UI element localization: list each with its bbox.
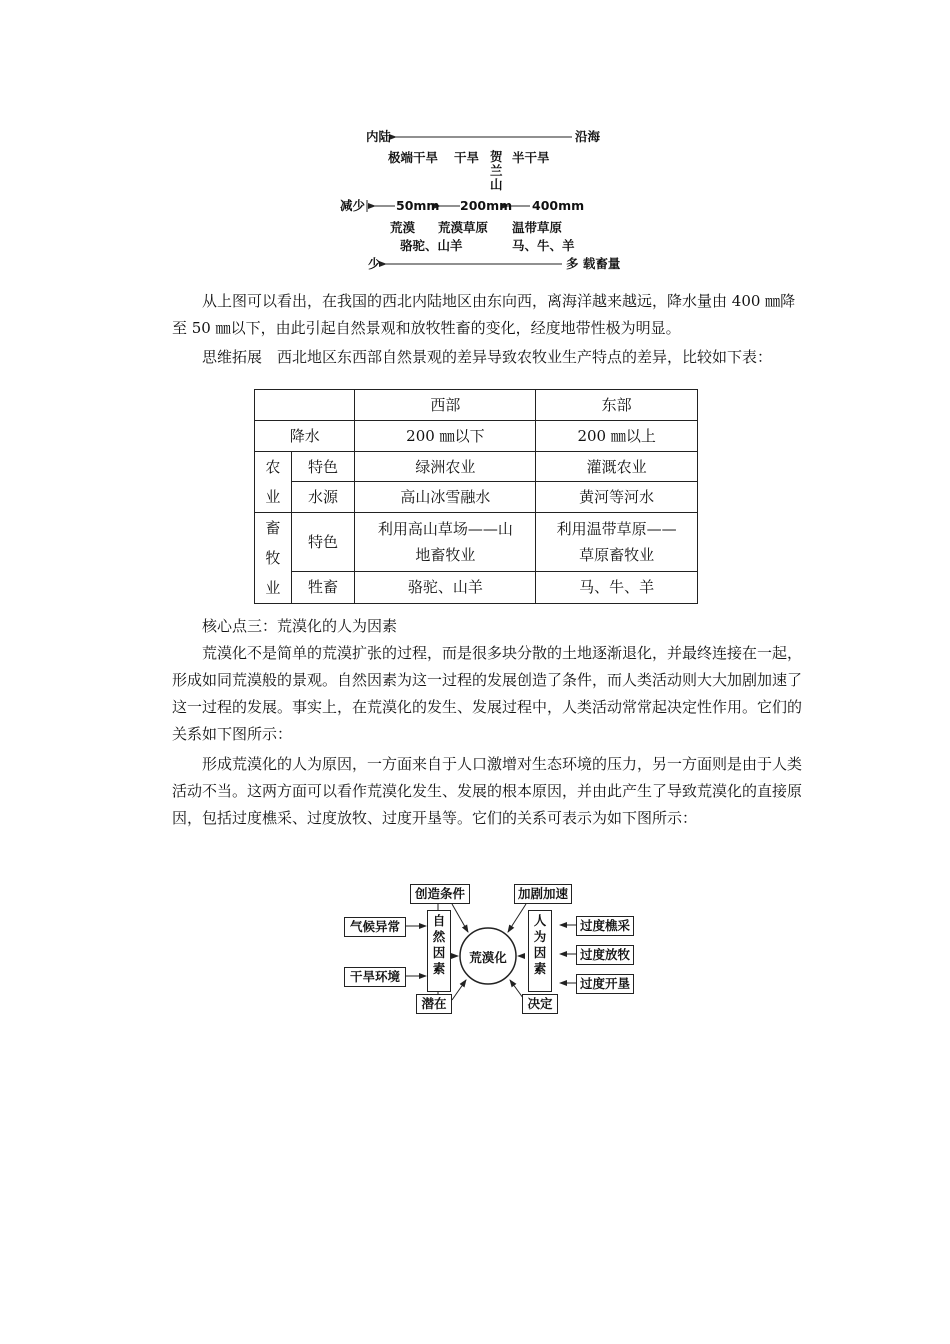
paragraph-4 (172, 751, 802, 832)
agri-char-1: 农 (265, 458, 281, 476)
rain-west: 200 ㎜以下 (355, 421, 536, 452)
natural-char-2: 然 (432, 929, 446, 944)
paragraph-3-text: 荒漠化不是简单的荒漠扩张的过程，而是很多块分散的土地逐渐退化，并最终连接在一起，形成如同荒漠般的景观。自然因素为这一过程的发展创造了条件，而人类活动则大大加剧加速了这一过程的发展。事实上，在荒漠化的发生、发展过程中，人类活动常常起决定性作用。它们的关系如下图所示： (172, 644, 803, 743)
paragraph-3 (172, 640, 802, 748)
table-row (255, 452, 698, 482)
box-climate-anomaly: 气候异常 (344, 917, 406, 937)
box-accelerate: 加剧加速 (514, 884, 572, 904)
herd-feature-west-line-1: 利用高山草场——山 (377, 519, 513, 538)
label-extreme-arid: 极端干旱 (388, 150, 439, 165)
label-coast: 沿海 (575, 129, 601, 144)
herd-animal-east: 马、牛、羊 (536, 571, 698, 603)
table-row (255, 571, 698, 603)
label-decrease: 减少 (340, 198, 366, 213)
desertification-factors-diagram (340, 880, 640, 1020)
herd-animal-label: 牲畜 (291, 571, 355, 603)
box-human-factors (528, 910, 552, 992)
label-livestock-west: 骆驼、山羊 (400, 238, 463, 253)
label-livestock-east: 马、牛、羊 (512, 238, 575, 253)
row-agriculture-label (255, 452, 292, 513)
herd-animal-west: 骆驼、山羊 (355, 571, 536, 603)
paragraph-1-text: 从上图可以看出，在我国的西北内陆地区由东向西，离海洋越来越远，降水量由 400 ㎜降至 50 ㎜以下，由此引起自然景观和放牧牲畜的变化，经度地带性极为明显。 (172, 292, 796, 337)
box-natural-factors (427, 910, 451, 992)
table-row (255, 421, 698, 452)
label-helan-3: 山 (490, 177, 503, 192)
label-carrying-capacity: 多 载畜量 (566, 256, 621, 271)
agri-feature-east: 灌溉农业 (536, 452, 698, 482)
human-char-2: 为 (533, 929, 547, 944)
table-header-row (255, 390, 698, 421)
agri-char-2: 业 (265, 488, 281, 506)
label-rain-400: 400mm (532, 198, 585, 213)
herd-feature-west (355, 513, 536, 572)
heading-core-point-3: 核心点三：荒漠化的人为因素 (202, 617, 398, 635)
human-char-1: 人 (533, 913, 547, 928)
row-rain-label: 降水 (255, 421, 355, 452)
table-corner-cell (255, 390, 355, 421)
natural-char-1: 自 (432, 913, 446, 928)
paragraph-1 (172, 288, 802, 342)
agri-feature-label: 特色 (291, 452, 355, 482)
center-desertification: 荒漠化 (469, 950, 507, 965)
box-potential: 潜在 (416, 994, 452, 1014)
herd-char-2: 牧 (265, 549, 281, 567)
paragraph-2 (172, 344, 802, 371)
herd-feature-east-line-1: 利用温带草原—— (556, 519, 677, 538)
natural-char-3: 因 (432, 945, 446, 960)
paragraph-2-text: 思维拓展 西北地区东西部自然景观的差异导致农牧业生产特点的差异，比较如下表： (202, 348, 773, 366)
herd-feature-east-line-2: 草原畜牧业 (579, 545, 655, 564)
box-over-reclaim: 过度开垦 (576, 974, 634, 994)
box-arid-environment: 干旱环境 (344, 967, 406, 987)
herd-feature-label: 特色 (291, 513, 355, 572)
agri-water-label: 水源 (291, 482, 355, 513)
label-desert: 荒漠 (390, 220, 416, 235)
row-husbandry-label (255, 513, 292, 604)
human-char-4: 素 (533, 961, 547, 976)
label-temperate-steppe: 温带草原 (512, 220, 563, 235)
box-create-conditions: 创造条件 (410, 884, 470, 904)
box-over-grazing: 过度放牧 (576, 945, 634, 965)
herd-feature-east (536, 513, 698, 572)
label-rain-200: 200mm (460, 198, 513, 213)
paragraph-4-text: 形成荒漠化的人为原因，一方面来自于人口激增对生态环境的压力，另一方面则是由于人类活动不当。这两方面可以看作荒漠化发生、发展的根本原因，并由此产生了导致荒漠化的直接原因，包括过度樵采、过度放牧、过度开垦等。它们的关系可表示为如下图所示： (172, 755, 803, 827)
natural-char-4: 素 (432, 961, 446, 976)
box-decisive: 决定 (522, 994, 558, 1014)
longitudinal-zonation-figure (340, 120, 640, 280)
label-arid: 干旱 (454, 150, 480, 165)
herd-char-3: 业 (265, 579, 281, 597)
label-semi-arid: 半干旱 (512, 150, 550, 165)
table-row (255, 482, 698, 513)
label-rain-50: 50mm (396, 198, 440, 213)
label-few: 少 (368, 256, 381, 271)
herd-feature-west-line-2: 地畜牧业 (415, 545, 476, 564)
agri-feature-west: 绿洲农业 (355, 452, 536, 482)
label-helan-1: 贺 (490, 149, 503, 164)
box-over-cutting: 过度樵采 (576, 916, 634, 936)
agri-water-east: 黄河等河水 (536, 482, 698, 513)
human-char-3: 因 (533, 945, 547, 960)
herd-char-1: 畜 (265, 519, 281, 537)
rain-east: 200 ㎜以上 (536, 421, 698, 452)
header-east: 东部 (536, 390, 698, 421)
label-desert-steppe: 荒漠草原 (438, 220, 489, 235)
table-row (255, 513, 698, 572)
header-west: 西部 (355, 390, 536, 421)
section-heading (172, 613, 802, 640)
agri-water-west: 高山冰雪融水 (355, 482, 536, 513)
label-helan-2: 兰 (490, 163, 503, 178)
label-inland: 内陆 (366, 129, 392, 144)
comparison-table (254, 389, 698, 604)
